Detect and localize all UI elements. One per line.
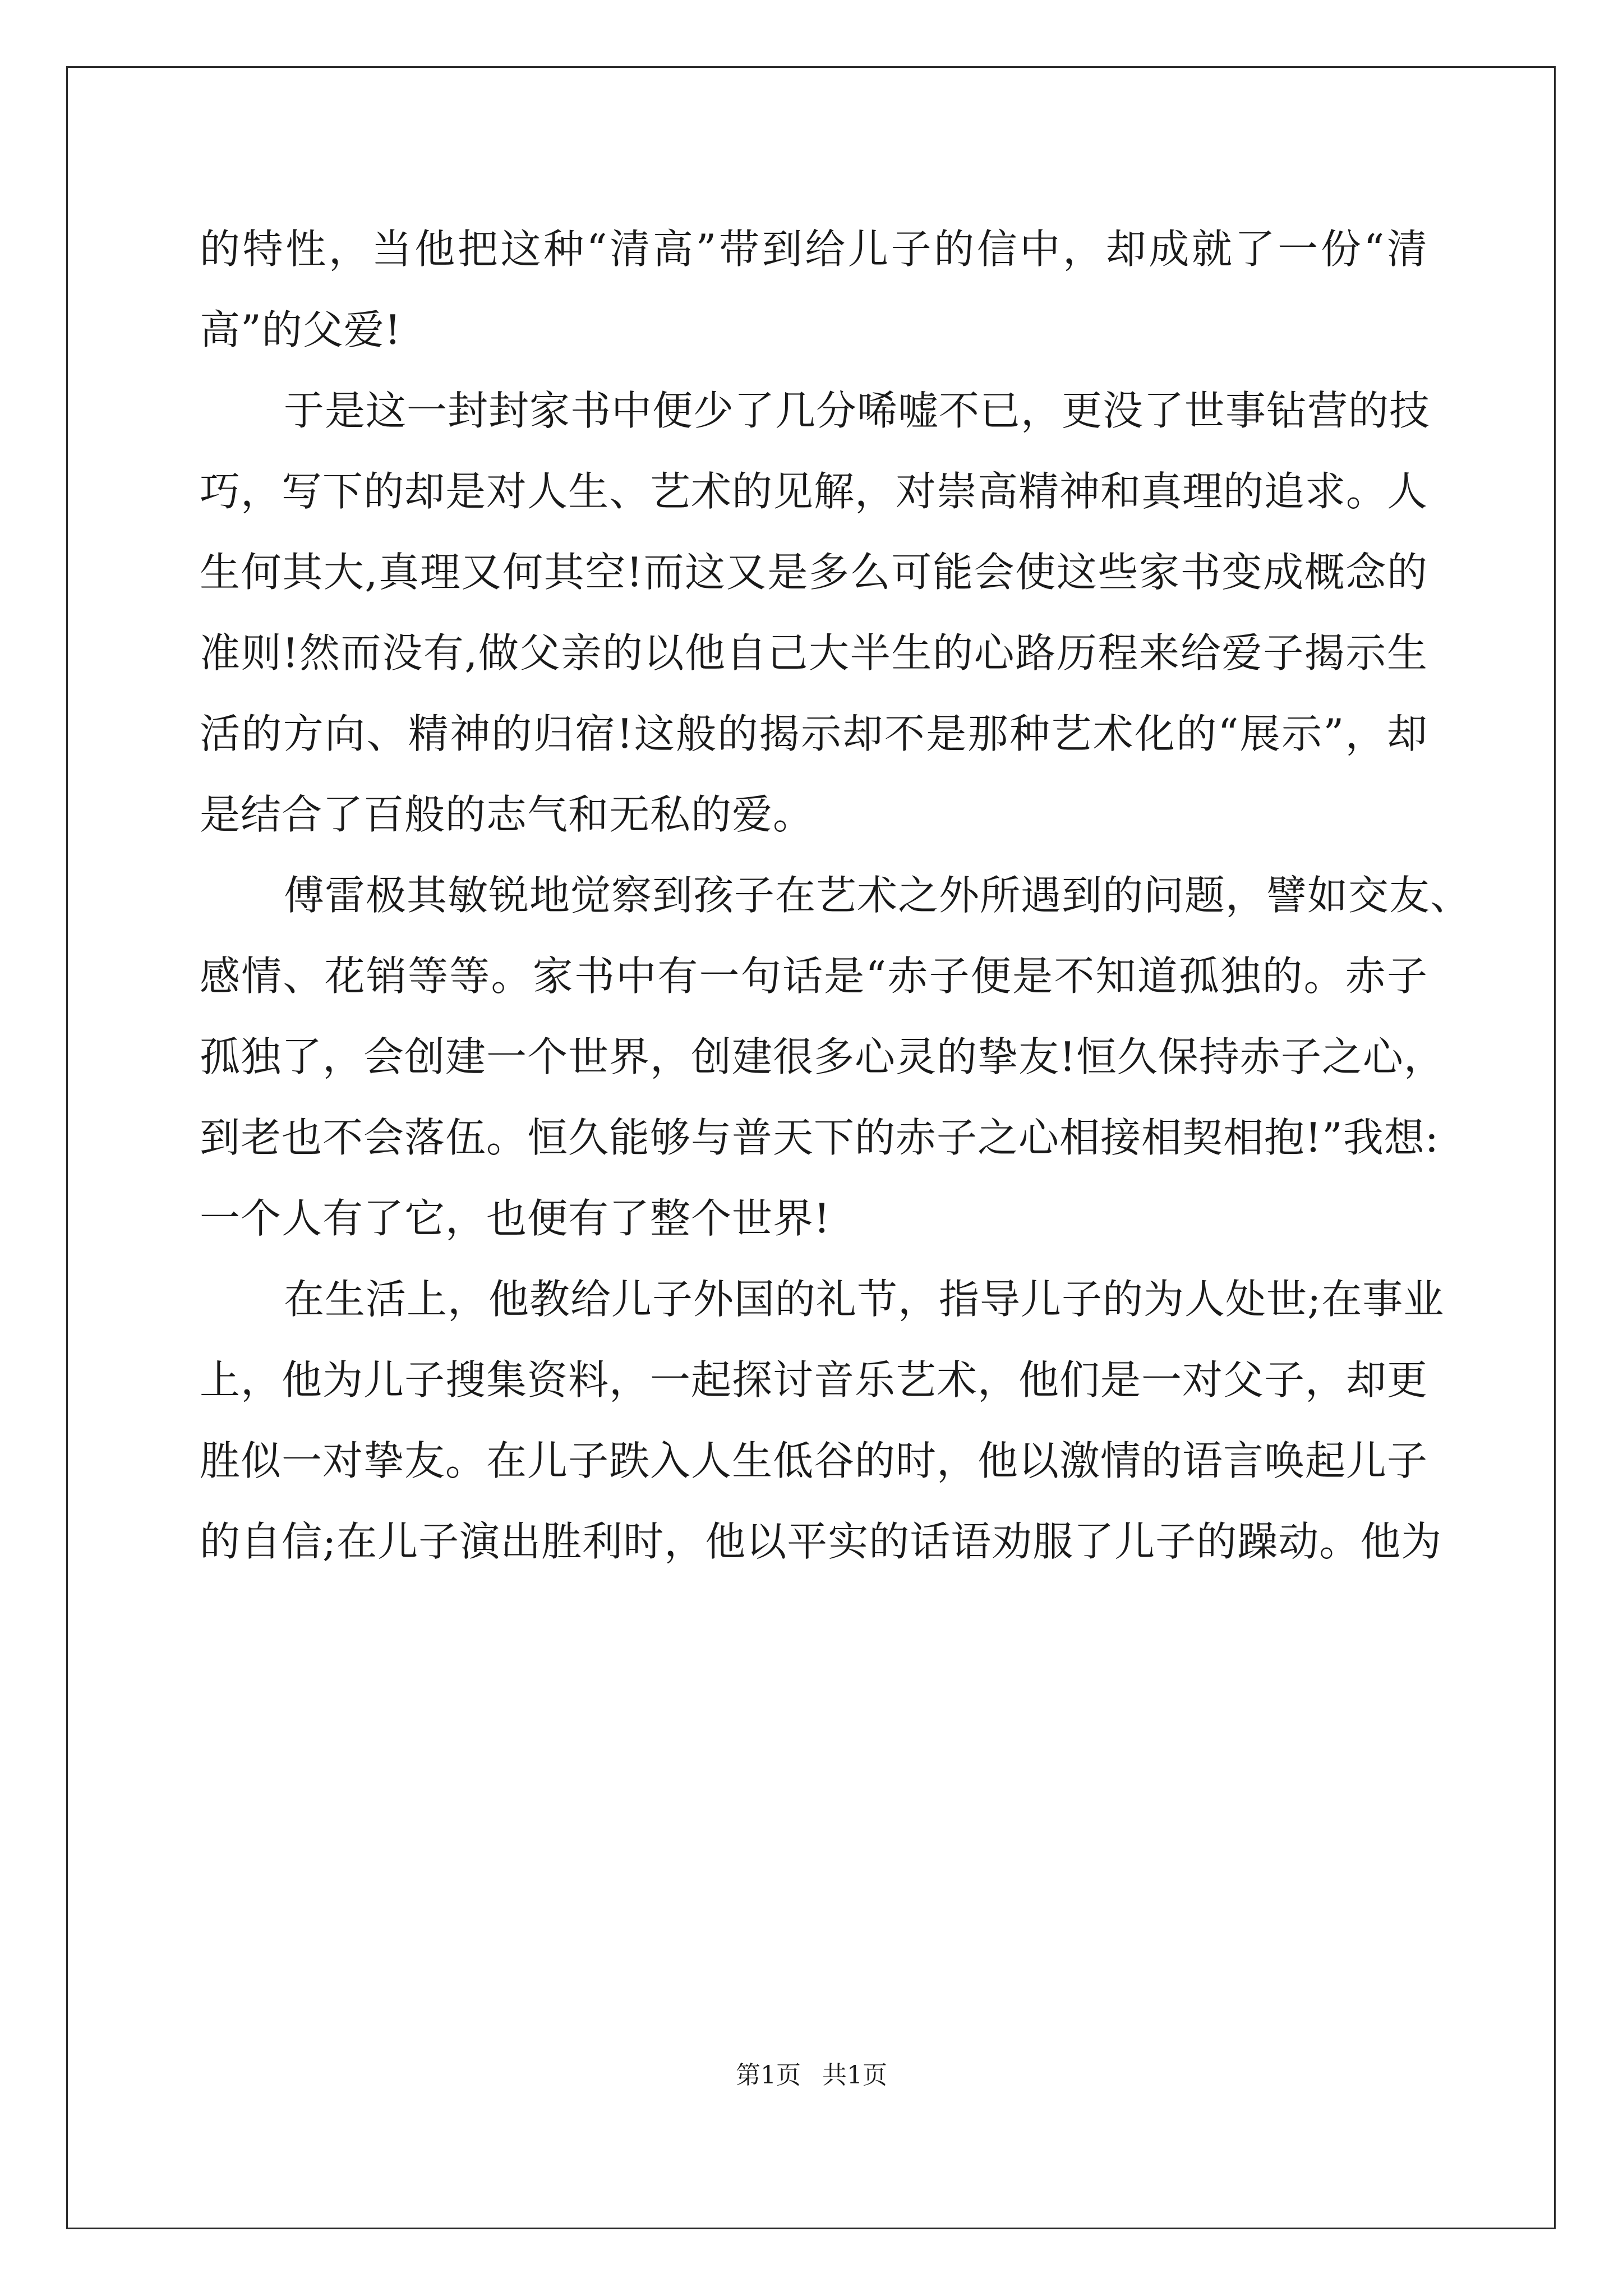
text-line: 胜似一对挚友。在儿子跌入人生低谷的时，他以激情的语言唤起儿子 [200,1437,1428,1484]
page-footer [0,2059,1623,2092]
text-line: 准则!然而没有,做父亲的以他自己大半生的心路历程来给爱子揭示生 [200,629,1428,677]
text-line: 感情、花销等等。家书中有一句话是“赤子便是不知道孤独的。赤子 [200,953,1428,1000]
text-line: 到老也不会落伍。恒久能够与普天下的赤子之心相接相契相抱!”我想: [200,1114,1440,1161]
paragraph [200,209,1428,370]
text-line: 于是这一封封家书中便少了几分唏嘘不已，更没了世事钻营的技 [284,387,1431,434]
document-body [200,209,1472,1582]
paragraph [200,1259,1445,1582]
text-line: 活的方向、精神的归宿!这般的揭示却不是那种艺术化的“展示”，却 [200,710,1428,757]
text-line: 上，他为儿子搜集资料，一起探讨音乐艺术，他们是一对父子，却更 [200,1356,1428,1404]
text-line: 的特性，当他把这种“清高”带到给儿子的信中，却成就了一份“清 [200,226,1428,273]
text-line: 在生活上，他教给儿子外国的礼节，指导儿子的为人处世;在事业 [284,1276,1445,1323]
text-line: 孤独了，会创建一个世界，创建很多心灵的挚友!恒久保持赤子之心， [200,1033,1445,1080]
text-line: 一个人有了它，也便有了整个世界! [200,1195,831,1242]
text-line: 生何其大,真理又何其空!而这又是多么可能会使这些家书变成概念的 [200,549,1428,596]
text-line: 是结合了百般的志气和无私的爱。 [200,791,814,838]
paragraph [200,855,1472,1259]
text-line: 的自信;在儿子演出胜利时，他以平实的话语劝服了儿子的躁动。他为 [200,1518,1442,1565]
text-line: 巧，写下的却是对人生、艺术的见解，对崇高精神和真理的追求。人 [200,468,1428,515]
text-line: 高”的父爱! [200,306,402,353]
text-line: 傅雷极其敏锐地觉察到孩子在艺术之外所遇到的问题，譬如交友、 [284,872,1472,919]
paragraph [200,370,1431,855]
page-total: 共1页 [822,2061,887,2090]
page-number: 第1页 [736,2061,801,2090]
